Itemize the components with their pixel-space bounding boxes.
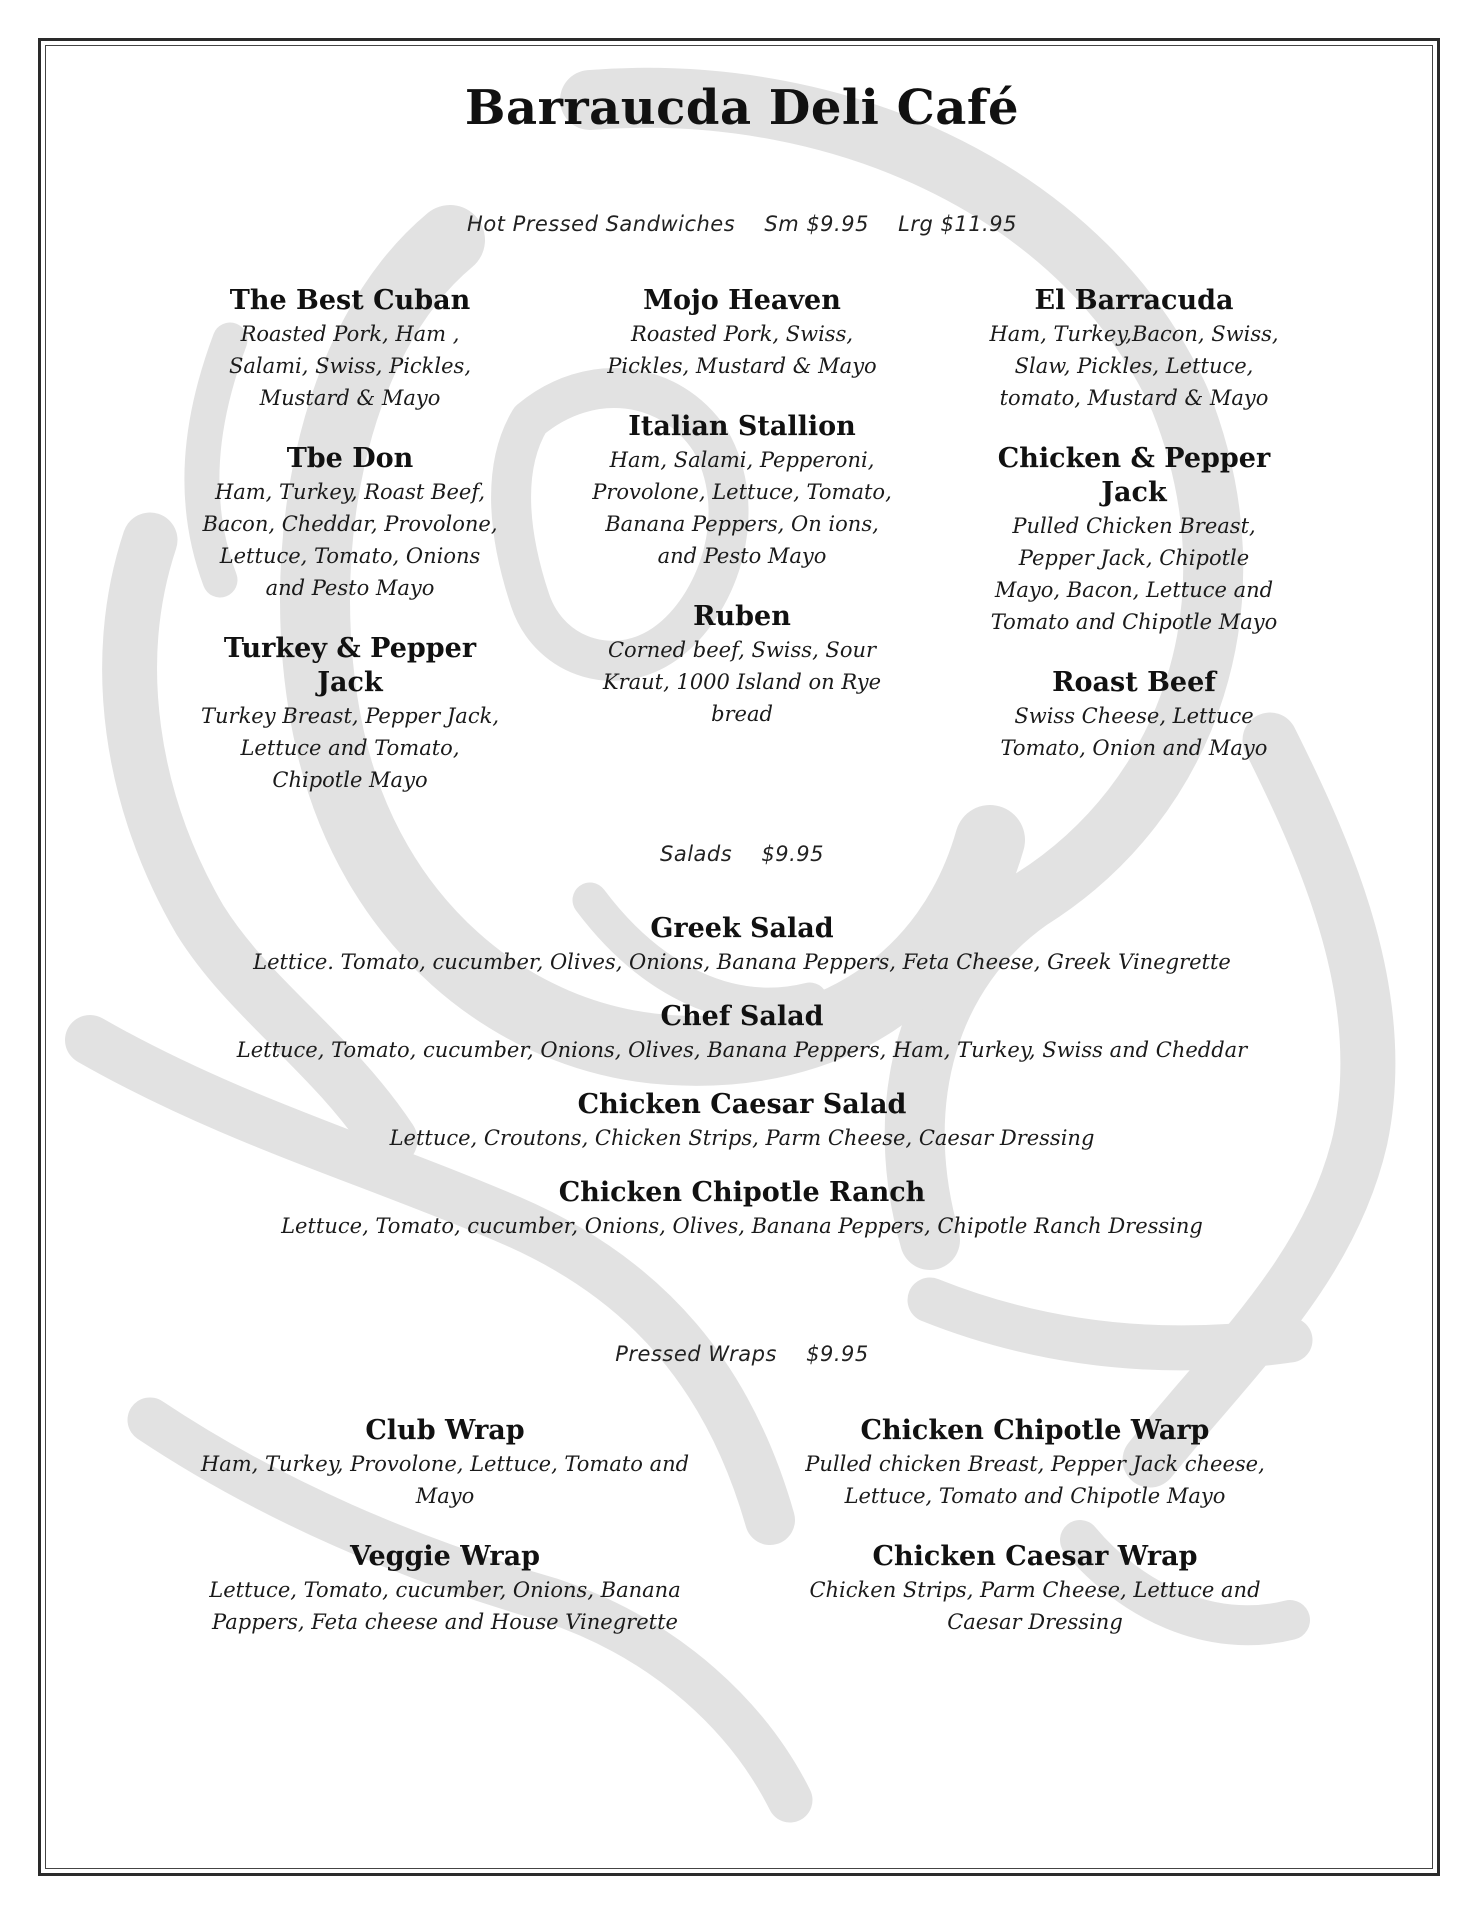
menu-item-description: Roasted Pork, Ham , Salami, Swiss, Pickles, Mustard & Mayo: [228, 322, 472, 410]
menu-item-description: Turkey Breast, Pepper Jack, Lettuce and Tomato, Chipotle Mayo: [201, 704, 499, 792]
menu-item: [200, 1088, 1284, 1154]
sandwich-column-1: [200, 284, 500, 824]
menu-item-name: Club Wrap: [365, 1415, 525, 1446]
menu-item-name: Chicken Chipotle Ranch: [558, 1177, 926, 1208]
menu-item-name: Tbe Don: [286, 443, 414, 474]
menu-item: [592, 410, 892, 572]
sandwiches-price-large: Lrg $11.95: [898, 212, 1017, 236]
menu-item-description: Lettuce, Tomato, cucumber, Onions, Olives, Banana Peppers, Chipotle Ranch Dressing: [281, 1214, 1203, 1238]
menu-item: [984, 284, 1284, 414]
sandwiches-heading: [0, 212, 1484, 236]
menu-item: [200, 632, 500, 796]
menu-item-description: Roasted Pork, Swiss, Pickles, Mustard & Mayo: [607, 322, 877, 378]
menu-item-description: Ham, Turkey, Roast Beef, Bacon, Cheddar, Provolone, Lettuce, Tomato, Onions and Pesto Mayo: [202, 480, 498, 600]
sandwiches-price-small: Sm $9.95: [764, 212, 869, 236]
page-title: Barraucda Deli Café: [464, 80, 1020, 136]
salads-heading-label: Salads: [660, 842, 733, 866]
menu-item-name: Ruben: [693, 601, 791, 632]
menu-item-name: Chicken Caesar Salad: [577, 1089, 907, 1120]
menu-item-name: Chicken Caesar Wrap: [872, 1541, 1198, 1572]
menu-item-description: Chicken Strips, Parm Cheese, Lettuce and Caesar Dressing: [809, 1578, 1261, 1634]
menu-item-description: Lettuce, Tomato, cucumber, Onions, Banana Pappers, Feta cheese and House Vinegrette: [209, 1578, 681, 1634]
wraps-heading: [0, 1342, 1484, 1366]
menu-item-description: Pulled chicken Breast, Pepper Jack cheese, Lettuce, Tomato and Chipotle Mayo: [805, 1452, 1265, 1508]
menu-item-name: Chef Salad: [660, 1001, 824, 1032]
menu-item-description: Corned beef, Swiss, Sour Kraut, 1000 Island on Rye bread: [602, 638, 882, 726]
menu-item: [984, 442, 1284, 638]
sandwich-column-2: [592, 284, 892, 758]
menu-item: [592, 284, 892, 382]
menu-item: [200, 1414, 690, 1512]
menu-item: [800, 1414, 1270, 1512]
menu-item: [800, 1540, 1270, 1638]
wraps-column-2: [800, 1414, 1270, 1666]
menu-item-name: Turkey & Pepper Jack: [223, 633, 477, 698]
menu-item: [200, 1000, 1284, 1066]
sandwiches-heading-label: Hot Pressed Sandwiches: [467, 212, 736, 236]
wraps-price: $9.95: [806, 1342, 869, 1366]
menu-item: [200, 284, 500, 414]
menu-item-description: Lettice. Tomato, cucumber, Olives, Onions, Banana Peppers, Feta Cheese, Greek Vinegrette: [253, 950, 1231, 974]
wraps-column-1: [200, 1414, 690, 1666]
menu-item-description: Ham, Salami, Pepperoni, Provolone, Lettuce, Tomato, Banana Peppers, On ions, and Pesto Mayo: [592, 448, 892, 568]
menu-item: [200, 1540, 690, 1638]
menu-item-name: Roast Beef: [1052, 667, 1216, 698]
menu-item-name: The Best Cuban: [229, 285, 471, 316]
menu-item-name: El Barracuda: [1034, 285, 1234, 316]
menu-item-name: Veggie Wrap: [350, 1541, 540, 1572]
menu-item-description: Ham, Turkey,Bacon, Swiss, Slaw, Pickles, Lettuce, tomato, Mustard & Mayo: [989, 322, 1279, 410]
menu-item-name: Mojo Heaven: [643, 285, 841, 316]
menu-item: [592, 600, 892, 730]
menu-item-name: Chicken Chipotle Warp: [860, 1415, 1210, 1446]
menu-item-description: Swiss Cheese, Lettuce Tomato, Onion and Mayo: [1000, 704, 1268, 760]
menu-item-name: Chicken & Pepper Jack: [997, 443, 1271, 508]
menu-item-description: Ham, Turkey, Provolone, Lettuce, Tomato and Mayo: [200, 1452, 690, 1508]
menu-item-name: Italian Stallion: [628, 411, 856, 442]
wraps-heading-label: Pressed Wraps: [615, 1342, 777, 1366]
menu-item: [200, 1176, 1284, 1242]
salads-list: [200, 912, 1284, 1264]
menu-item: [200, 442, 500, 604]
menu-item-description: Pulled Chicken Breast, Pepper Jack, Chipotle Mayo, Bacon, Lettuce and Tomato and Chipotle Mayo: [990, 514, 1278, 634]
menu-item: [200, 912, 1284, 978]
salads-price: $9.95: [761, 842, 824, 866]
menu-item-description: Lettuce, Tomato, cucumber, Onions, Olives, Banana Peppers, Ham, Turkey, Swiss and Cheddar: [236, 1038, 1248, 1062]
menu-item-description: Lettuce, Croutons, Chicken Strips, Parm Cheese, Caesar Dressing: [389, 1126, 1095, 1150]
menu-item: [984, 666, 1284, 764]
menu-item-name: Greek Salad: [650, 913, 834, 944]
salads-heading: [0, 842, 1484, 866]
sandwich-column-3: [984, 284, 1284, 792]
